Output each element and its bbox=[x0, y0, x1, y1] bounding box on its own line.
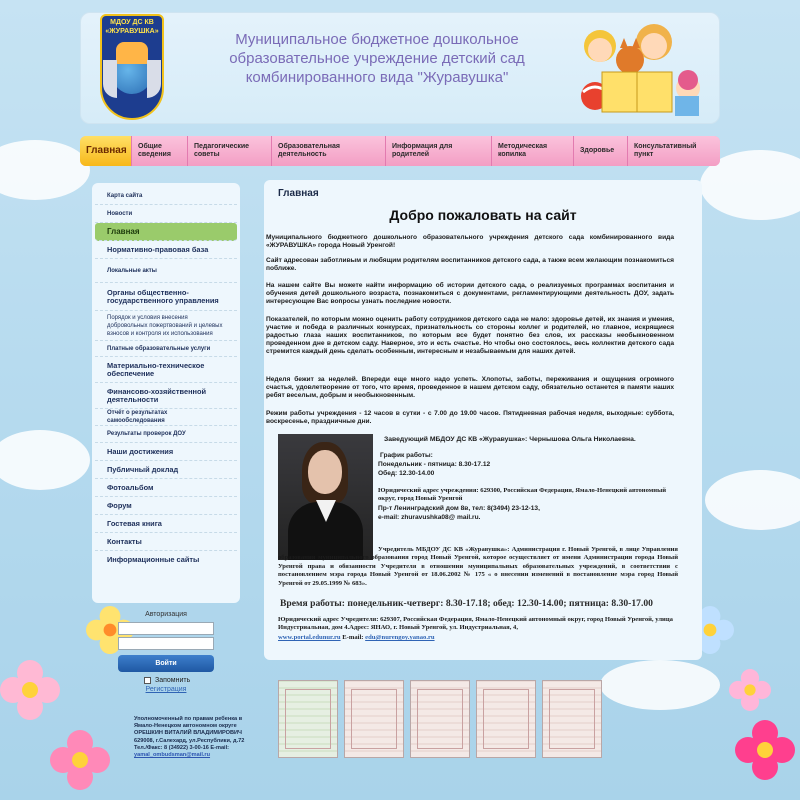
nav-item-parents-info[interactable]: Информация для родителей bbox=[386, 136, 492, 166]
sidebar-item-sitemap[interactable]: Карта сайта bbox=[95, 187, 237, 205]
work-hours: Время работы: понедельник-четверг: 8.30-17.18; обед: 12.30-14.00; пятница: 8.30-17.00 bbox=[280, 598, 653, 609]
license-document-3[interactable] bbox=[410, 680, 470, 758]
sidebar-item-paid-services[interactable]: Платные образовательные услуги bbox=[95, 341, 237, 357]
sidebar-item-inspections[interactable]: Результаты проверок ДОУ bbox=[95, 426, 237, 443]
schedule-title: График работы: bbox=[380, 452, 433, 459]
flower-decoration bbox=[735, 720, 795, 780]
intro-paragraph: Муниципального бюджетного дошкольного образовательного учреждения детского сада комбинированного вида «ЖУРАВУШКА» города Новый Уренгой! bbox=[266, 234, 674, 249]
email-label: E-mail: bbox=[342, 634, 364, 641]
remember-me bbox=[118, 677, 214, 684]
sidebar-item-public-report[interactable]: Публичный доклад bbox=[95, 461, 237, 479]
site-logo[interactable] bbox=[100, 14, 164, 120]
login-form bbox=[118, 610, 214, 693]
main-nav bbox=[80, 136, 720, 166]
license-document-4[interactable] bbox=[476, 680, 536, 758]
director-name: Заведующий МБДОУ ДС КВ «Журавушка»: Чернышова Ольга Николаевна. bbox=[384, 436, 636, 443]
sidebar-item-local-acts[interactable]: Локальные акты bbox=[95, 259, 237, 283]
cloud-decoration bbox=[0, 140, 90, 200]
sidebar-item-legal-base[interactable]: Нормативно-правовая база bbox=[95, 241, 237, 259]
license-document-5[interactable] bbox=[542, 680, 602, 758]
cloud-decoration bbox=[0, 430, 90, 490]
site-title: Муниципальное бюджетное дошкольное образовательное учреждение детский сад комбинированного вида "Журавушка" bbox=[229, 31, 525, 86]
login-title: Авторизация bbox=[145, 611, 187, 618]
sidebar-item-contacts[interactable]: Контакты bbox=[95, 533, 237, 551]
sidebar-item-info-sites[interactable]: Информационные сайты bbox=[107, 555, 200, 564]
logo-text bbox=[104, 18, 160, 36]
portal-link[interactable]: www.portal.edunur.ru bbox=[278, 634, 341, 641]
breadcrumb: Главная bbox=[278, 188, 319, 199]
license-document-1[interactable] bbox=[278, 680, 338, 758]
username-input[interactable] bbox=[118, 622, 214, 635]
nav-item-health[interactable]: Здоровье bbox=[574, 136, 628, 166]
sidebar-item-material-base[interactable]: Материально-техническое обеспечение bbox=[95, 357, 237, 383]
sidebar-item-governance[interactable]: Органы общественно-государственного управления bbox=[95, 283, 237, 311]
sidebar-item-home[interactable]: Главная bbox=[95, 223, 237, 241]
audience-paragraph: Сайт адресован заботливым и любящим родителям воспитанников детского сада, а также всем желающим познакомиться поближе. bbox=[266, 257, 674, 272]
register-link[interactable]: Регистрация bbox=[145, 686, 187, 693]
nav-item-education[interactable]: Образовательная деятельность bbox=[272, 136, 386, 166]
page-title: Добро пожаловать на сайт bbox=[389, 207, 577, 223]
logo-line-2: «ЖУРАВУШКА» bbox=[105, 28, 159, 35]
evaluation-paragraph: Показателей, по которым можно оценить работу сотрудников детского сада не мало: здоровье детей, их знания и умения, участие и победа в различных конкурсах, признательность со стороны коллег и родителей, но главное, искрящиеся радостью глаза наших воспитанников, по которым все будет понятно без слов, их рассказы необыкновенном проведенном дне в детском саду. Наверное, это и есть счастье. Но чтобы оно состоялось, весь коллектив детского сада стремится каждый день сделать особенным, интересным и незабываемым для наших детей. bbox=[266, 316, 674, 355]
sidebar-item-finance[interactable]: Финансово-хозяйственной деятельности bbox=[95, 383, 237, 409]
edu-email-link[interactable]: edu@nurengoy.yanao.ru bbox=[365, 634, 435, 641]
sidebar-item-achievements[interactable]: Наши достижения bbox=[95, 443, 237, 461]
children-reading-illustration bbox=[580, 18, 710, 120]
nav-item-general-info[interactable]: Общие сведения bbox=[132, 136, 188, 166]
site-info-paragraph: На нашем сайте Вы можете найти информацию об истории детского сада, о реализуемых программах воспитания и обучения детей дошкольного возраста, познакомиться с документами, регламентирующими деятельность ДОУ, задать интересующие Вас вопросы узнать последние новости. bbox=[266, 282, 674, 305]
sidebar-item-self-exam[interactable]: Отчёт о результатах самообследования bbox=[95, 409, 237, 426]
cloud-decoration bbox=[705, 470, 800, 530]
ombudsman-text: Уполномоченный по правам ребенка в Ямало-Ненецком автономном округе ОРЕШКИН ВИТАЛИЙ ВЛАДИМИРОВИЧ 629008, г.Салехард, ул.Республики, д.72 Тел./Факс: 8 (34922) 3-00-16 E-mail: bbox=[134, 716, 245, 751]
founder-info: Учредитель МБДОУ ДС КВ «Журавушка»: Администрация г. Новый Уренгой, в лице Управления образования муниципального образования город Новый Уренгой, которое осуществляет от имени Администрации города Новый Уренгой права и обязанности Учредителя в отношении муниципальных образовательных учреждений, в соответствии с постановлением мэра города Новый Уренгой от 18.06.2002 № 175 « о внесении изменений в постановление мэра город Новый Уренгой от 29.05.1999 № 683». bbox=[278, 546, 678, 587]
logo-line-1: МДОУ ДС КВ bbox=[110, 19, 154, 26]
login-button[interactable]: Войти bbox=[118, 655, 214, 672]
sidebar-item-guestbook[interactable]: Гостевая книга bbox=[95, 515, 237, 533]
founder-legal-address: Юридический адрес Учредителя: 629307, Российская Федерация, Ямало-Ненецкий автономный округ, город Новый Уренгой, улица Индустриальная, дом 4.Адрес: ЯНАО, г. Новый Уренгой, ул. Индустриальная, 4, bbox=[278, 616, 673, 632]
ombudsman-email-link[interactable]: yamal_ombudsman@mail.ru bbox=[134, 752, 211, 759]
sidebar-item-forum[interactable]: Форум bbox=[95, 497, 237, 515]
weeks-paragraph: Неделя бежит за неделей. Впереди еще много надо успеть. Хлопоты, заботы, переживания и ощущения огромного счастья, удовлетворение от того, что время, проведенное в нашем детском саду, обязательно останется в памяти наших ребят веселым, добрым и необыкновенным. bbox=[266, 376, 674, 399]
nav-item-ped-councils[interactable]: Педагогические советы bbox=[188, 136, 272, 166]
wing-icon bbox=[103, 60, 117, 98]
nav-item-consult[interactable]: Консультативный пункт bbox=[628, 136, 720, 166]
sidebar-menu bbox=[92, 183, 240, 603]
password-input[interactable] bbox=[118, 637, 214, 650]
remember-label: Запомнить bbox=[155, 677, 191, 684]
sidebar-item-news[interactable]: Новости bbox=[95, 205, 237, 223]
schedule-paragraph: Режим работы учреждения - 12 часов в сутки - с 7.00 до 19.00 часов. Пятидневная рабочая неделя, выходные: суббота, воскресенье, праздничные дни. bbox=[266, 410, 674, 425]
nav-item-home[interactable]: Главная bbox=[80, 136, 132, 166]
sidebar-item-photo-album[interactable]: Фотоальбом bbox=[95, 479, 237, 497]
flower-decoration bbox=[729, 669, 771, 711]
children-icon bbox=[116, 42, 148, 64]
sidebar-item-donations[interactable]: Порядок и условия внесения добровольных пожертвований и целевых взносов и контроля их использования bbox=[95, 311, 237, 341]
schedule-weekdays: Понедельник - пятница: 8.30-17.12 bbox=[378, 461, 491, 468]
cloud-decoration bbox=[600, 660, 720, 710]
license-document-2[interactable] bbox=[344, 680, 404, 758]
flower-decoration bbox=[0, 660, 60, 720]
legal-address: Юридический адрес учреждения: 629300, Российская Федерация, Ямало-Ненецкий автономный округ, город Новый Уренгой bbox=[378, 487, 667, 503]
contact-email: e-mail: zhuravushka08@ mail.ru. bbox=[378, 514, 481, 521]
ombudsman-info bbox=[134, 716, 246, 759]
schedule-lunch: Обед: 12.30-14.00 bbox=[378, 470, 435, 477]
nav-item-methods[interactable]: Методическая копилка bbox=[492, 136, 574, 166]
director-photo bbox=[278, 434, 373, 560]
remember-checkbox[interactable] bbox=[144, 677, 151, 684]
flower-decoration bbox=[50, 730, 110, 790]
street-address: Пр-т Ленинградский дом 8в, тел: 8(3494) 23-12-13, bbox=[378, 505, 540, 512]
contact-links bbox=[278, 634, 435, 642]
